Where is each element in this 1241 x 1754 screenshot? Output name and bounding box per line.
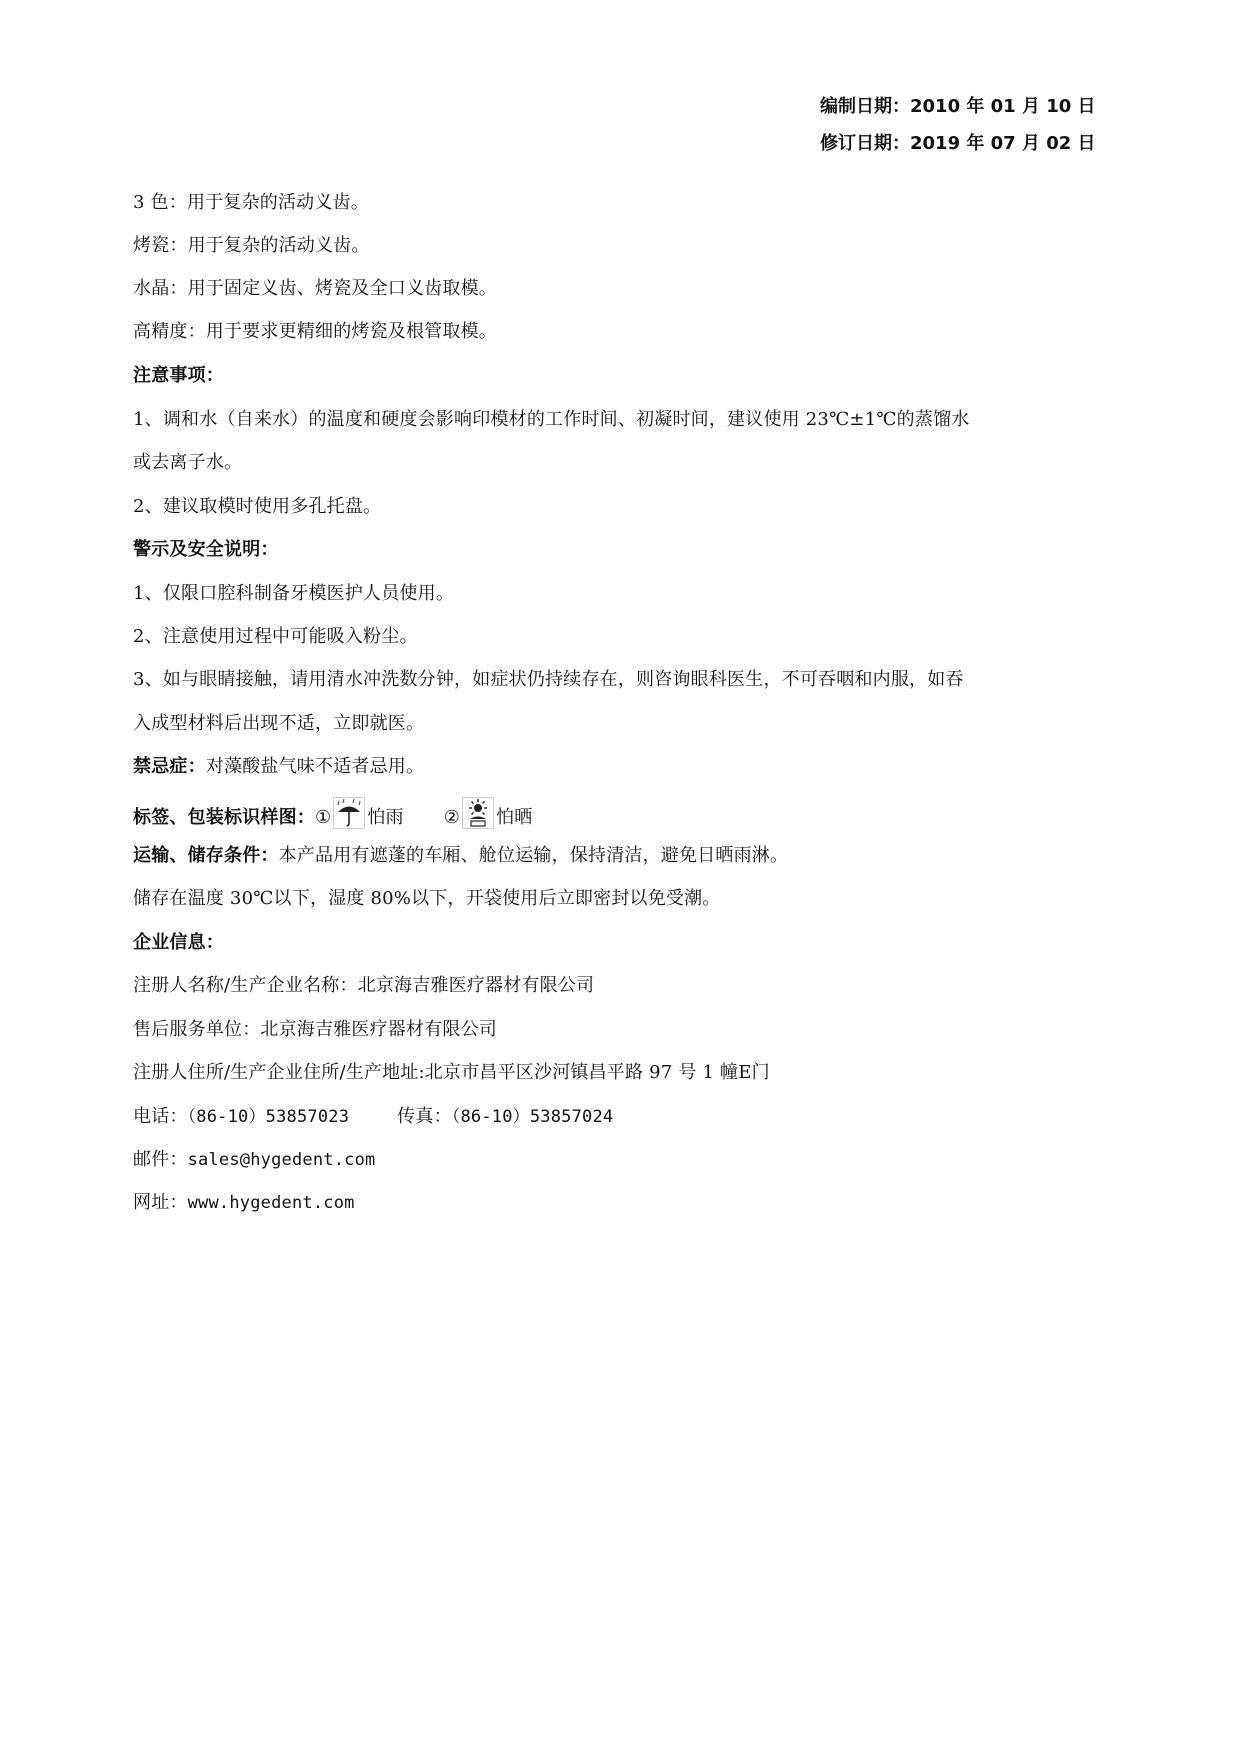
storage-row-1 [133, 841, 788, 871]
type-high-precision: 高精度：用于要求更精细的烤瓷及根管取模。 [133, 321, 497, 342]
company-heading: 企业信息： [133, 932, 224, 953]
storage-text-2: 储存在温度 30℃以下，湿度 80%以下，开袋使用后立即密封以免受潮。 [133, 888, 721, 909]
sun-icon [462, 797, 494, 829]
company-address: 注册人住所/生产企业住所/生产地址:北京市昌平区沙河镇昌平路 97 号 1 幢E门 [133, 1062, 770, 1083]
company-web-row [133, 1188, 355, 1218]
email-label: 邮件： [133, 1149, 188, 1170]
warnings-item-1: 1、仅限口腔科制备牙模医护人员使用。 [133, 583, 455, 604]
company-registrant: 注册人名称/生产企业名称：北京海吉雅医疗器材有限公司 [133, 975, 595, 996]
storage-text-1: 本产品用有遮蓬的车厢、舱位运输，保持清洁，避免日晒雨淋。 [278, 845, 789, 866]
contraindication-row [133, 752, 424, 782]
umbrella-rain-icon [333, 797, 365, 829]
fax-value: （86-10）53857024 [451, 1107, 614, 1127]
type-crystal: 水晶：用于固定义齿、烤瓷及全口义齿取模。 [133, 278, 497, 299]
warnings-heading: 警示及安全说明： [133, 539, 279, 560]
company-service: 售后服务单位：北京海吉雅医疗器材有限公司 [133, 1019, 497, 1040]
label-symbols-row [133, 797, 533, 833]
date-block [820, 88, 1096, 162]
warnings-item-3-line-2: 入成型材料后出现不适，立即就医。 [133, 713, 425, 734]
symbol-1-text: 怕雨 [367, 807, 404, 828]
type-porcelain: 烤瓷：用于复杂的活动义齿。 [133, 235, 370, 256]
notes-item-1-line-1: 1、调和水（自来水）的温度和硬度会影响印模材的工作时间、初凝时间，建议使用 23℃±1℃的蒸馏水 [133, 409, 970, 430]
notes-item-2: 2、建议取模时使用多孔托盘。 [133, 496, 382, 517]
fax-label: 传真： [397, 1106, 452, 1127]
company-phone-fax-row [133, 1102, 613, 1132]
symbol-1-number: ① [315, 807, 332, 828]
web-value: www.hygedent.com [187, 1193, 355, 1213]
revise-date: 修订日期：2019 年 07 月 02 日 [820, 133, 1096, 154]
web-label: 网址： [133, 1192, 188, 1213]
warnings-item-2: 2、注意使用过程中可能吸入粉尘。 [133, 626, 418, 647]
phone-label: 电话： [133, 1106, 188, 1127]
email-value: sales@hygedent.com [187, 1150, 376, 1170]
warnings-item-3-line-1: 3、如与眼睛接触，请用清水冲洗数分钟，如症状仍持续存在，则咨询眼科医生，不可吞咽和内服，如吞 [133, 669, 964, 690]
company-email-row [133, 1145, 375, 1175]
contraindication-text: 对藻酸盐气味不适者忌用。 [205, 756, 425, 777]
phone-value: （86-10）53857023 [187, 1107, 350, 1127]
symbol-2-number: ② [443, 807, 461, 828]
type-3color: 3 色：用于复杂的活动义齿。 [133, 192, 369, 213]
notes-item-1-line-2: 或去离子水。 [133, 452, 243, 473]
notes-heading: 注意事项： [133, 365, 224, 386]
storage-label: 运输、储存条件： [133, 845, 279, 866]
symbol-2-text: 怕晒 [496, 807, 533, 828]
contraindication-label: 禁忌症： [133, 756, 206, 777]
compile-date: 编制日期：2010 年 01 月 10 日 [820, 96, 1096, 117]
label-symbols-label: 标签、包装标识样图： [133, 807, 315, 828]
